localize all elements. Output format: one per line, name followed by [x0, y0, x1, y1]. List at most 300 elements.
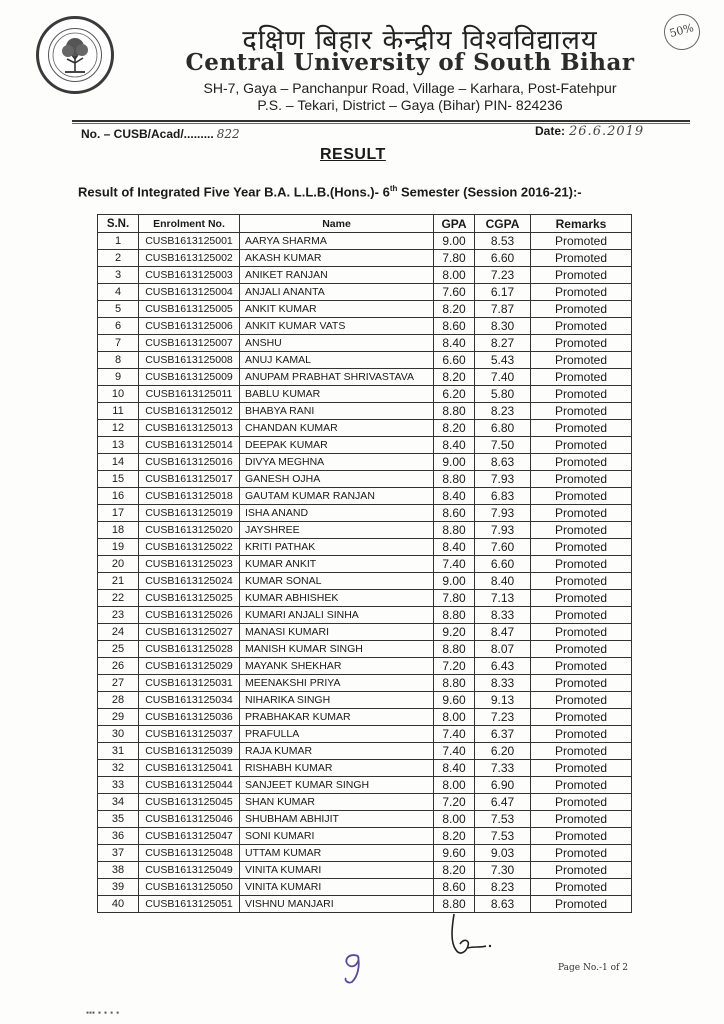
cell-sn: 29 [98, 709, 139, 726]
table-row [98, 454, 632, 471]
cell-cgpa: 8.33 [475, 607, 531, 624]
cell-enrolment: CUSB1613125012 [139, 403, 240, 420]
cell-name: MAYANK SHEKHAR [240, 658, 434, 675]
result-description-pre: Result of Integrated Five Year B.A. L.L.B.(Hons.)- 6 [78, 184, 390, 200]
initials-icon [334, 948, 374, 988]
cell-enrolment: CUSB1613125005 [139, 301, 240, 318]
table-row [98, 726, 632, 743]
cell-gpa: 8.20 [434, 420, 475, 437]
cell-remarks: Promoted [531, 879, 632, 896]
cell-sn: 15 [98, 471, 139, 488]
cell-cgpa: 7.53 [475, 811, 531, 828]
cell-enrolment: CUSB1613125003 [139, 267, 240, 284]
table-row [98, 505, 632, 522]
cell-enrolment: CUSB1613125007 [139, 335, 240, 352]
table-row [98, 301, 632, 318]
cell-cgpa: 6.17 [475, 284, 531, 301]
cell-remarks: Promoted [531, 709, 632, 726]
cell-gpa: 8.00 [434, 811, 475, 828]
table-row [98, 386, 632, 403]
cell-cgpa: 8.23 [475, 403, 531, 420]
cell-enrolment: CUSB1613125022 [139, 539, 240, 556]
table-row [98, 403, 632, 420]
cell-sn: 32 [98, 760, 139, 777]
table-row [98, 624, 632, 641]
cell-remarks: Promoted [531, 828, 632, 845]
reference-number [81, 127, 240, 141]
cell-name: ANIKET RANJAN [240, 267, 434, 284]
cell-remarks: Promoted [531, 624, 632, 641]
table-row [98, 828, 632, 845]
cell-gpa: 8.80 [434, 403, 475, 420]
cell-remarks: Promoted [531, 573, 632, 590]
table-row [98, 284, 632, 301]
cell-name: KUMARI ANJALI SINHA [240, 607, 434, 624]
cell-remarks: Promoted [531, 488, 632, 505]
cell-name: ANSHU [240, 335, 434, 352]
cell-remarks: Promoted [531, 471, 632, 488]
cell-sn: 14 [98, 454, 139, 471]
signature-icon [446, 912, 496, 972]
cell-sn: 18 [98, 522, 139, 539]
cell-cgpa: 7.93 [475, 471, 531, 488]
cell-remarks: Promoted [531, 845, 632, 862]
cell-enrolment: CUSB1613125050 [139, 879, 240, 896]
cell-name: KUMAR ANKIT [240, 556, 434, 573]
table-row [98, 488, 632, 505]
cell-name: SANJEET KUMAR SINGH [240, 777, 434, 794]
cell-sn: 21 [98, 573, 139, 590]
cell-enrolment: CUSB1613125039 [139, 743, 240, 760]
cell-enrolment: CUSB1613125047 [139, 828, 240, 845]
cell-remarks: Promoted [531, 250, 632, 267]
cell-sn: 4 [98, 284, 139, 301]
cell-gpa: 8.20 [434, 369, 475, 386]
cell-cgpa: 6.20 [475, 743, 531, 760]
cell-enrolment: CUSB1613125006 [139, 318, 240, 335]
cell-name: MANISH KUMAR SINGH [240, 641, 434, 658]
cell-enrolment: CUSB1613125031 [139, 675, 240, 692]
cell-name: KUMAR ABHISHEK [240, 590, 434, 607]
table-row [98, 760, 632, 777]
cell-name: VINITA KUMARI [240, 862, 434, 879]
cell-name: DEEPAK KUMAR [240, 437, 434, 454]
table-row [98, 267, 632, 284]
cell-gpa: 7.20 [434, 794, 475, 811]
cell-gpa: 8.60 [434, 318, 475, 335]
cell-sn: 16 [98, 488, 139, 505]
cell-enrolment: CUSB1613125029 [139, 658, 240, 675]
header-divider [72, 120, 690, 122]
cell-gpa: 9.60 [434, 845, 475, 862]
document-date [535, 124, 644, 139]
cell-enrolment: CUSB1613125045 [139, 794, 240, 811]
cell-cgpa: 5.80 [475, 386, 531, 403]
cell-gpa: 9.00 [434, 454, 475, 471]
cell-enrolment: CUSB1613125009 [139, 369, 240, 386]
cell-sn: 1 [98, 233, 139, 250]
cell-sn: 26 [98, 658, 139, 675]
cell-cgpa: 6.37 [475, 726, 531, 743]
cell-enrolment: CUSB1613125019 [139, 505, 240, 522]
cell-sn: 9 [98, 369, 139, 386]
cell-sn: 7 [98, 335, 139, 352]
cell-cgpa: 9.03 [475, 845, 531, 862]
cell-cgpa: 6.60 [475, 556, 531, 573]
table-row [98, 879, 632, 896]
cell-cgpa: 8.63 [475, 454, 531, 471]
cell-cgpa: 6.80 [475, 420, 531, 437]
cell-cgpa: 7.93 [475, 505, 531, 522]
cell-name: MANASI KUMARI [240, 624, 434, 641]
cell-name: ANKIT KUMAR [240, 301, 434, 318]
cell-name: GANESH OJHA [240, 471, 434, 488]
table-row [98, 471, 632, 488]
cell-name: PRABHAKAR KUMAR [240, 709, 434, 726]
cell-gpa: 8.20 [434, 301, 475, 318]
cell-sn: 17 [98, 505, 139, 522]
cell-remarks: Promoted [531, 454, 632, 471]
cell-name: BHABYA RANI [240, 403, 434, 420]
cell-sn: 37 [98, 845, 139, 862]
cell-gpa: 7.40 [434, 743, 475, 760]
table-row [98, 692, 632, 709]
cell-name: KRITI PATHAK [240, 539, 434, 556]
cell-gpa: 8.80 [434, 607, 475, 624]
cell-sn: 11 [98, 403, 139, 420]
page-number: Page No.-1 of 2 [558, 963, 628, 973]
cell-gpa: 8.80 [434, 675, 475, 692]
cell-gpa: 8.40 [434, 539, 475, 556]
cell-remarks: Promoted [531, 301, 632, 318]
cell-gpa: 9.20 [434, 624, 475, 641]
cell-name: PRAFULLA [240, 726, 434, 743]
cell-name: VISHNU MANJARI [240, 896, 434, 913]
table-row [98, 590, 632, 607]
cell-cgpa: 6.60 [475, 250, 531, 267]
cell-cgpa: 8.40 [475, 573, 531, 590]
cell-gpa: 8.40 [434, 437, 475, 454]
cell-gpa: 8.60 [434, 879, 475, 896]
cell-remarks: Promoted [531, 267, 632, 284]
table-row [98, 675, 632, 692]
cell-cgpa: 8.30 [475, 318, 531, 335]
cell-name: JAYSHREE [240, 522, 434, 539]
cell-gpa: 7.40 [434, 726, 475, 743]
scan-footer-mark: ▪▪▪ ▪ ▪ ▪ ▪ [86, 1010, 120, 1016]
cell-enrolment: CUSB1613125018 [139, 488, 240, 505]
table-row [98, 777, 632, 794]
cell-gpa: 7.40 [434, 556, 475, 573]
cell-name: AKASH KUMAR [240, 250, 434, 267]
university-name: Central University of South Bihar [185, 49, 635, 76]
cell-sn: 36 [98, 828, 139, 845]
date-label: Date: [535, 124, 566, 138]
cell-gpa: 9.60 [434, 692, 475, 709]
table-row [98, 896, 632, 913]
cell-name: ANUPAM PRABHAT SHRIVASTAVA [240, 369, 434, 386]
date-value: 26.6.2019 [569, 124, 645, 139]
cell-cgpa: 5.43 [475, 352, 531, 369]
cell-name: RISHABH KUMAR [240, 760, 434, 777]
cell-enrolment: CUSB1613125008 [139, 352, 240, 369]
cell-gpa: 7.20 [434, 658, 475, 675]
cell-enrolment: CUSB1613125017 [139, 471, 240, 488]
cell-remarks: Promoted [531, 403, 632, 420]
cell-name: ANKIT KUMAR VATS [240, 318, 434, 335]
cell-enrolment: CUSB1613125044 [139, 777, 240, 794]
cell-remarks: Promoted [531, 556, 632, 573]
cell-cgpa: 7.40 [475, 369, 531, 386]
cell-remarks: Promoted [531, 284, 632, 301]
cell-name: BABLU KUMAR [240, 386, 434, 403]
cell-gpa: 8.60 [434, 505, 475, 522]
cell-remarks: Promoted [531, 437, 632, 454]
cell-remarks: Promoted [531, 726, 632, 743]
table-row [98, 437, 632, 454]
cell-cgpa: 6.83 [475, 488, 531, 505]
table-row [98, 556, 632, 573]
cell-name: MEENAKSHI PRIYA [240, 675, 434, 692]
cell-enrolment: CUSB1613125028 [139, 641, 240, 658]
cell-remarks: Promoted [531, 777, 632, 794]
cell-enrolment: CUSB1613125023 [139, 556, 240, 573]
cell-cgpa: 6.47 [475, 794, 531, 811]
cell-enrolment: CUSB1613125051 [139, 896, 240, 913]
table-row [98, 641, 632, 658]
column-header-name: Name [240, 215, 434, 233]
cell-enrolment: CUSB1613125016 [139, 454, 240, 471]
table-row [98, 369, 632, 386]
column-header-enrolment: Enrolment No. [139, 215, 240, 233]
cell-name: SONI KUMARI [240, 828, 434, 845]
cell-enrolment: CUSB1613125026 [139, 607, 240, 624]
cell-remarks: Promoted [531, 386, 632, 403]
page-title: RESULT [320, 146, 386, 163]
cell-name: SHUBHAM ABHIJIT [240, 811, 434, 828]
cell-name: UTTAM KUMAR [240, 845, 434, 862]
table-row [98, 318, 632, 335]
table-row [98, 352, 632, 369]
cell-enrolment: CUSB1613125041 [139, 760, 240, 777]
cell-gpa: 9.00 [434, 573, 475, 590]
cell-gpa: 7.60 [434, 284, 475, 301]
cell-enrolment: CUSB1613125036 [139, 709, 240, 726]
cell-remarks: Promoted [531, 641, 632, 658]
cell-enrolment: CUSB1613125048 [139, 845, 240, 862]
cell-gpa: 7.80 [434, 250, 475, 267]
column-header-remarks: Remarks [531, 215, 632, 233]
cell-sn: 31 [98, 743, 139, 760]
cell-enrolment: CUSB1613125024 [139, 573, 240, 590]
cell-gpa: 8.00 [434, 709, 475, 726]
cell-remarks: Promoted [531, 760, 632, 777]
cell-name: SHAN KUMAR [240, 794, 434, 811]
cell-cgpa: 8.47 [475, 624, 531, 641]
cell-sn: 3 [98, 267, 139, 284]
cell-cgpa: 8.23 [475, 879, 531, 896]
table-row [98, 573, 632, 590]
cell-cgpa: 7.93 [475, 522, 531, 539]
cell-sn: 22 [98, 590, 139, 607]
table-row [98, 522, 632, 539]
cell-name: NIHARIKA SINGH [240, 692, 434, 709]
cell-remarks: Promoted [531, 658, 632, 675]
cell-remarks: Promoted [531, 896, 632, 913]
cell-sn: 8 [98, 352, 139, 369]
cell-cgpa: 7.33 [475, 760, 531, 777]
cell-gpa: 8.40 [434, 335, 475, 352]
handwritten-note: 50% [660, 10, 704, 54]
cell-gpa: 9.00 [434, 233, 475, 250]
table-row [98, 607, 632, 624]
cell-gpa: 8.80 [434, 896, 475, 913]
cell-sn: 24 [98, 624, 139, 641]
cell-remarks: Promoted [531, 811, 632, 828]
cell-cgpa: 7.60 [475, 539, 531, 556]
cell-cgpa: 8.07 [475, 641, 531, 658]
cell-cgpa: 7.23 [475, 267, 531, 284]
cell-remarks: Promoted [531, 539, 632, 556]
cell-enrolment: CUSB1613125014 [139, 437, 240, 454]
cell-cgpa: 7.13 [475, 590, 531, 607]
university-emblem-icon [36, 16, 114, 94]
cell-enrolment: CUSB1613125034 [139, 692, 240, 709]
cell-cgpa: 7.53 [475, 828, 531, 845]
cell-remarks: Promoted [531, 369, 632, 386]
cell-enrolment: CUSB1613125027 [139, 624, 240, 641]
table-row [98, 250, 632, 267]
cell-cgpa: 7.23 [475, 709, 531, 726]
table-row [98, 845, 632, 862]
cell-cgpa: 7.87 [475, 301, 531, 318]
cell-enrolment: CUSB1613125013 [139, 420, 240, 437]
cell-remarks: Promoted [531, 692, 632, 709]
cell-remarks: Promoted [531, 318, 632, 335]
cell-name: ANUJ KAMAL [240, 352, 434, 369]
cell-gpa: 8.80 [434, 522, 475, 539]
cell-sn: 5 [98, 301, 139, 318]
table-header-row [98, 215, 632, 233]
cell-remarks: Promoted [531, 794, 632, 811]
cell-enrolment: CUSB1613125004 [139, 284, 240, 301]
cell-sn: 30 [98, 726, 139, 743]
cell-cgpa: 8.27 [475, 335, 531, 352]
cell-remarks: Promoted [531, 675, 632, 692]
cell-gpa: 6.20 [434, 386, 475, 403]
cell-enrolment: CUSB1613125025 [139, 590, 240, 607]
cell-sn: 25 [98, 641, 139, 658]
cell-remarks: Promoted [531, 420, 632, 437]
cell-remarks: Promoted [531, 607, 632, 624]
university-name-hindi: दक्षिण बिहार केन्द्रीय विश्वविद्यालय [242, 25, 598, 56]
cell-sn: 12 [98, 420, 139, 437]
cell-gpa: 8.20 [434, 828, 475, 845]
result-description-post: Semester (Session 2016-21):- [397, 184, 582, 200]
cell-sn: 20 [98, 556, 139, 573]
cell-sn: 39 [98, 879, 139, 896]
table-row [98, 420, 632, 437]
cell-enrolment: CUSB1613125001 [139, 233, 240, 250]
cell-name: DIVYA MEGHNA [240, 454, 434, 471]
reference-label: No. – CUSB/Acad/......... [81, 127, 214, 141]
cell-cgpa: 8.33 [475, 675, 531, 692]
cell-enrolment: CUSB1613125046 [139, 811, 240, 828]
cell-sn: 38 [98, 862, 139, 879]
cell-sn: 6 [98, 318, 139, 335]
cell-name: RAJA KUMAR [240, 743, 434, 760]
cell-sn: 40 [98, 896, 139, 913]
cell-gpa: 8.80 [434, 471, 475, 488]
cell-name: ANJALI ANANTA [240, 284, 434, 301]
cell-gpa: 8.00 [434, 777, 475, 794]
table-row [98, 811, 632, 828]
cell-sn: 10 [98, 386, 139, 403]
table-row [98, 743, 632, 760]
cell-name: ISHA ANAND [240, 505, 434, 522]
cell-sn: 2 [98, 250, 139, 267]
table-row [98, 233, 632, 250]
cell-remarks: Promoted [531, 335, 632, 352]
cell-cgpa: 8.63 [475, 896, 531, 913]
cell-enrolment: CUSB1613125037 [139, 726, 240, 743]
cell-gpa: 8.80 [434, 641, 475, 658]
reference-value: 822 [216, 127, 240, 141]
cell-cgpa: 7.50 [475, 437, 531, 454]
cell-sn: 13 [98, 437, 139, 454]
cell-sn: 35 [98, 811, 139, 828]
cell-cgpa: 8.53 [475, 233, 531, 250]
column-header-cgpa: CGPA [475, 215, 531, 233]
cell-name: GAUTAM KUMAR RANJAN [240, 488, 434, 505]
cell-remarks: Promoted [531, 862, 632, 879]
cell-gpa: 8.40 [434, 760, 475, 777]
table-row [98, 794, 632, 811]
column-header-sn: S.N. [98, 215, 139, 233]
cell-sn: 19 [98, 539, 139, 556]
cell-remarks: Promoted [531, 590, 632, 607]
cell-name: AARYA SHARMA [240, 233, 434, 250]
cell-remarks: Promoted [531, 233, 632, 250]
cell-enrolment: CUSB1613125020 [139, 522, 240, 539]
cell-gpa: 8.20 [434, 862, 475, 879]
table-row [98, 709, 632, 726]
cell-remarks: Promoted [531, 505, 632, 522]
cell-enrolment: CUSB1613125011 [139, 386, 240, 403]
cell-gpa: 8.00 [434, 267, 475, 284]
cell-enrolment: CUSB1613125049 [139, 862, 240, 879]
result-description-sup: th [389, 184, 398, 193]
cell-gpa: 7.80 [434, 590, 475, 607]
cell-remarks: Promoted [531, 743, 632, 760]
result-table [97, 214, 632, 913]
cell-sn: 34 [98, 794, 139, 811]
address-line-1: SH-7, Gaya – Panchanpur Road, Village – Karhara, Post-Fatehpur [203, 80, 617, 96]
cell-name: CHANDAN KUMAR [240, 420, 434, 437]
cell-cgpa: 6.43 [475, 658, 531, 675]
cell-cgpa: 9.13 [475, 692, 531, 709]
table-row [98, 335, 632, 352]
cell-name: VINITA KUMARI [240, 879, 434, 896]
cell-enrolment: CUSB1613125002 [139, 250, 240, 267]
address-line-2: P.S. – Tekari, District – Gaya (Bihar) PIN- 824236 [257, 97, 563, 113]
cell-sn: 27 [98, 675, 139, 692]
cell-remarks: Promoted [531, 352, 632, 369]
cell-sn: 23 [98, 607, 139, 624]
cell-gpa: 8.40 [434, 488, 475, 505]
table-row [98, 658, 632, 675]
cell-name: KUMAR SONAL [240, 573, 434, 590]
